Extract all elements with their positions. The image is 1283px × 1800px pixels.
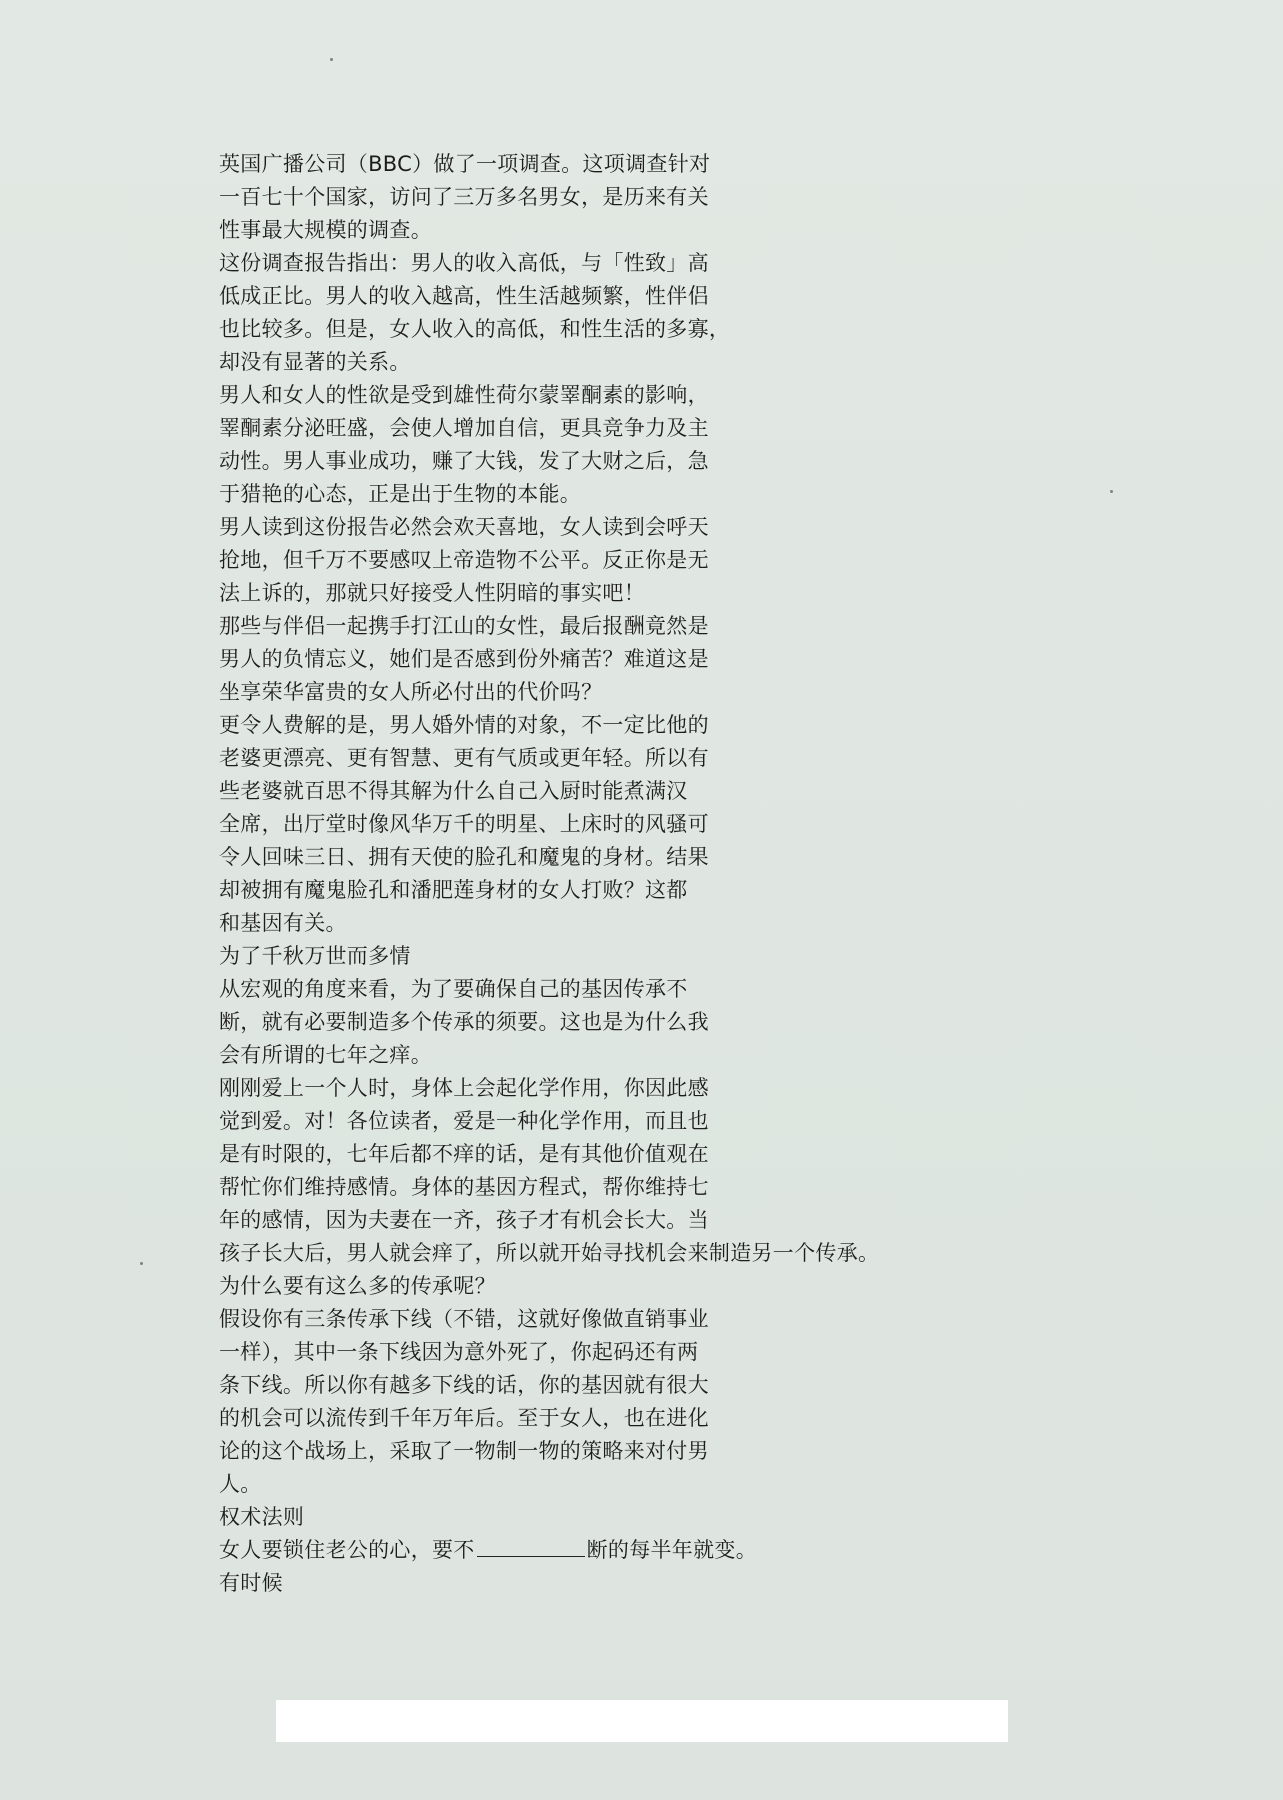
text-line: 动性。男人事业成功，赚了大钱，发了大财之后，急 (219, 449, 709, 473)
text-line: 却被拥有魔鬼脸孔和潘肥莲身材的女人打败？这都 (219, 878, 688, 902)
text-line: 令人回味三日、拥有天使的脸孔和魔鬼的身材。结果 (219, 845, 709, 869)
text-line: 男人的负情忘义，她们是否感到份外痛苦？难道这是 (219, 647, 709, 671)
text-line: 坐享荣华富贵的女人所必付出的代价吗？ (219, 680, 603, 704)
section-heading: 权术法则 (219, 1505, 305, 1529)
text-line: 会有所谓的七年之痒。 (219, 1043, 432, 1067)
blank-before-text: 女人要锁住老公的心，要不 (219, 1538, 475, 1562)
text-line: 男人读到这份报告必然会欢天喜地，女人读到会呼天 (219, 515, 709, 539)
text-line: 那些与伴侣一起携手打江山的女性，最后报酬竟然是 (219, 614, 709, 638)
text-line: 老婆更漂亮、更有智慧、更有气质或更年轻。所以有 (219, 746, 709, 770)
text-line: 觉到爱。对！各位读者，爱是一种化学作用，而且也 (219, 1109, 709, 1133)
text-line: 是有时限的，七年后都不痒的话，是有其他价值观在 (219, 1142, 709, 1166)
text-line: 一百七十个国家，访问了三万多名男女，是历来有关 (219, 185, 709, 209)
text-line: 些老婆就百思不得其解为什么自己入厨时能煮满汉 (219, 779, 688, 803)
text-line: 男人和女人的性欲是受到雄性荷尔蒙睪酮素的影响， (219, 383, 709, 407)
text-line: 法上诉的，那就只好接受人性阴暗的事实吧！ (219, 581, 645, 605)
scan-speck (140, 1262, 143, 1265)
body-text (219, 148, 959, 1600)
text-line: 全席，出厅堂时像风华万千的明星、上床时的风骚可 (219, 812, 709, 836)
blank-after-text: 断的每半年就变。 (586, 1538, 758, 1562)
text-line: 刚刚爱上一个人时，身体上会起化学作用，你因此感 (219, 1076, 709, 1100)
text-line: 为什么要有这么多的传承呢？ (219, 1274, 496, 1298)
text-line: 性事最大规模的调查。 (219, 218, 432, 242)
text-line: 人。 (219, 1472, 262, 1496)
text-line: 假设你有三条传承下线（不错，这就好像做直销事业 (219, 1307, 709, 1331)
text-line: 抢地，但千万不要感叹上帝造物不公平。反正你是无 (219, 548, 709, 572)
scan-speck (330, 58, 333, 61)
text-line: 帮忙你们维持感情。身体的基因方程式，帮你维持七 (219, 1175, 709, 1199)
text-line: 一样），其中一条下线因为意外死了，你起码还有两 (219, 1340, 699, 1364)
text-line: 论的这个战场上，采取了一物制一物的策略来对付男 (219, 1439, 709, 1463)
text-line: 从宏观的角度来看，为了要确保自己的基因传承不 (219, 977, 688, 1001)
text-line: 睪酮素分泌旺盛，会使人增加自信，更具竞争力及主 (219, 416, 709, 440)
text-line: 和基因有关。 (219, 911, 347, 935)
scan-speck (1110, 490, 1113, 493)
redaction-box (276, 1700, 1008, 1742)
text-line: 更令人费解的是，男人婚外情的对象，不一定比他的 (219, 713, 709, 737)
text-line: 也比较多。但是，女人收入的高低，和性生活的多寡， (219, 317, 731, 341)
text-line: 却没有显著的关系。 (219, 350, 411, 374)
text-line: 于猎艳的心态，正是出于生物的本能。 (219, 482, 582, 506)
text-line: 低成正比。男人的收入越高，性生活越频繁，性伴侣 (219, 284, 709, 308)
text-line-with-blank (219, 1534, 959, 1567)
text-line: 有时候 (219, 1571, 283, 1595)
fill-in-blank (477, 1534, 585, 1557)
text-line: 条下线。所以你有越多下线的话，你的基因就有很大 (219, 1373, 709, 1397)
text-line: 的机会可以流传到千年万年后。至于女人，也在进化 (219, 1406, 709, 1430)
text-line: 孩子长大后，男人就会痒了，所以就开始寻找机会来制造另一个传承。 (219, 1241, 880, 1265)
text-line: 断，就有必要制造多个传承的须要。这也是为什么我 (219, 1010, 709, 1034)
section-heading: 为了千秋万世而多情 (219, 944, 411, 968)
text-line: 这份调查报告指出：男人的收入高低，与「性致」高 (219, 251, 709, 275)
text-line: 年的感情，因为夫妻在一齐，孩子才有机会长大。当 (219, 1208, 709, 1232)
text-line: 英国广播公司（BBC）做了一项调查。这项调查针对 (219, 152, 711, 176)
